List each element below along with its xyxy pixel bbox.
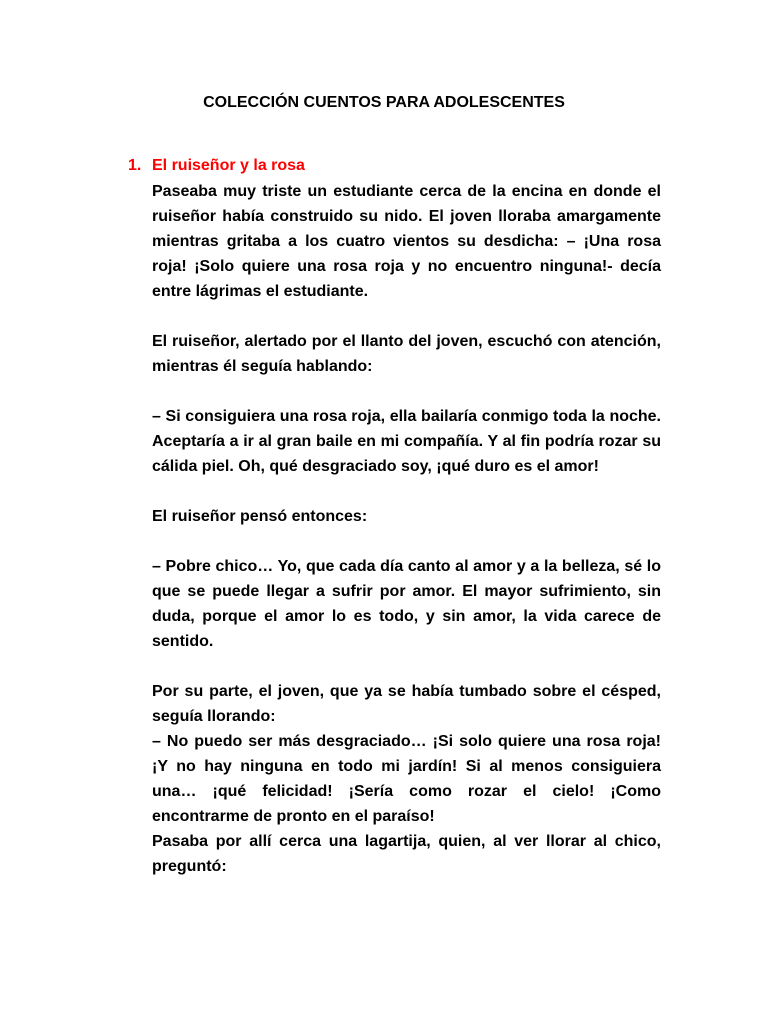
story-paragraph: Paseaba muy triste un estudiante cerca de la encina en donde el ruiseñor había construido su nido. El joven lloraba amargamente mientras gritaba a los cuatro vientos su desdicha: – ¡Una rosa roja! ¡Solo quiere una rosa roja y no encuentro ninguna!- decía entre lágrimas el estudiante.: [152, 183, 661, 300]
document-title: COLECCIÓN CUENTOS PARA ADOLESCENTES: [203, 94, 565, 111]
story-body: [152, 179, 661, 879]
story-paragraph: – Pobre chico… Yo, que cada día canto al amor y a la belleza, sé lo que se puede llegar a sufrir por amor. El mayor sufrimiento, sin duda, porque el amor lo es todo, y sin amor, la vida carece de sentido.: [152, 558, 661, 650]
story-paragraph: Por su parte, el joven, que ya se había tumbado sobre el césped, seguía llorando:: [152, 683, 661, 725]
story-paragraph: El ruiseñor, alertado por el llanto del joven, escuchó con atención, mientras él seguía hablando:: [152, 333, 661, 375]
story-title: El ruiseñor y la rosa: [152, 157, 305, 174]
story-paragraph: – No puedo ser más desgraciado… ¡Si solo quiere una rosa roja! ¡Y no hay ninguna en todo mi jardín! Si al menos consiguiera una… ¡qué felicidad! ¡Sería como rozar el cielo! ¡Como encontrarme de pronto en el paraíso!: [152, 733, 661, 825]
story-number: 1.: [128, 157, 142, 174]
story-heading: [128, 156, 305, 176]
story-paragraph: – Si consiguiera una rosa roja, ella bailaría conmigo toda la noche. Aceptaría a ir al gran baile en mi compañía. Y al fin podría rozar su cálida piel. Oh, qué desgraciado soy, ¡qué duro es el amor!: [152, 408, 661, 475]
story-paragraph: Pasaba por allí cerca una lagartija, quien, al ver llorar al chico, preguntó:: [152, 833, 661, 875]
story-paragraph: El ruiseñor pensó entonces:: [152, 508, 368, 525]
